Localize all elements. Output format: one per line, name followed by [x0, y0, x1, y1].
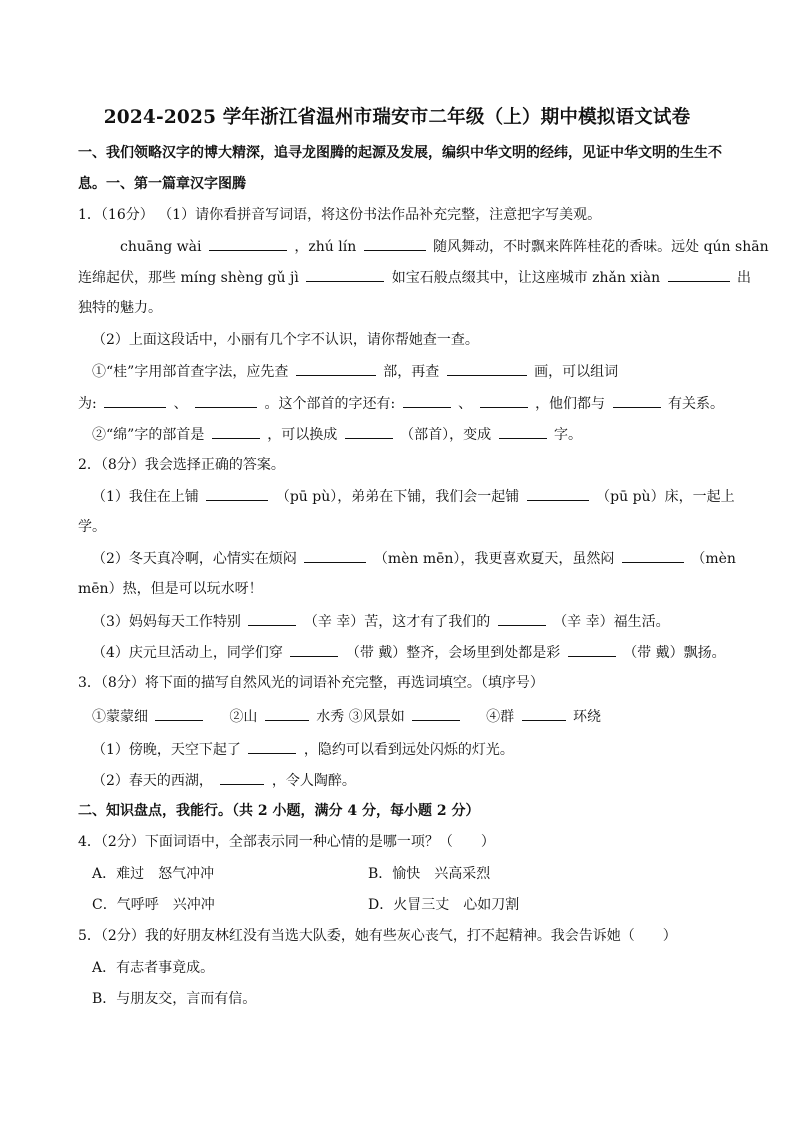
answer-blank[interactable]	[209, 236, 287, 251]
q1-part1-intro: （1）请你看拼音写词语，将这份书法作品补充完整，注意把字写美观。	[158, 207, 602, 223]
q1-part2-line1	[92, 361, 732, 382]
q1-text: ②“绵”字的部首是	[92, 427, 205, 443]
q3-sentence2	[92, 770, 732, 791]
q1-text: （部首），变成	[400, 427, 492, 443]
q5-stem: 5．（2分）我的好朋友林红没有当选大队委，她有些灰心丧气，打不起精神。我会告诉她（ ）	[78, 928, 677, 944]
answer-blank[interactable]	[220, 770, 264, 785]
q1-part2-line3	[92, 424, 732, 445]
answer-blank[interactable]	[265, 706, 309, 721]
q2-text: （带 戴）飘扬。	[623, 645, 726, 661]
q3-word: ①蒙蒙细	[92, 709, 148, 725]
q3-word: ③风景如	[348, 709, 405, 725]
q1-text: 为:	[78, 396, 97, 412]
q2-sentence2	[92, 548, 736, 569]
q1-number: 1．（16分）	[78, 207, 154, 223]
q1-part2-intro: （2）上面这段话中，小丽有几个字不认识，请你帮她查一查。	[92, 332, 479, 348]
q1-text: 字。	[554, 427, 583, 443]
answer-blank[interactable]	[522, 706, 566, 721]
q1-text: 连绵起伏，那些 míng shèng gǔ jì	[78, 270, 299, 286]
q1-line	[78, 205, 718, 225]
q3-word: ④群	[486, 709, 515, 725]
q3-word: 水秀	[316, 709, 345, 725]
q2-text: （4）庆元旦活动上，同学们穿	[92, 645, 283, 661]
q2-text: （pū pù），弟弟在下铺，我们会一起铺	[275, 489, 520, 505]
answer-blank[interactable]	[403, 393, 451, 408]
q1-text: ，可以换成	[267, 427, 338, 443]
answer-blank[interactable]	[499, 424, 547, 439]
q3-text: ，令人陶醉。	[271, 773, 356, 789]
pinyin-zhulin: ，zhú lín	[294, 239, 357, 255]
q3-text: ，隐约可以看到远处闪烁的灯光。	[303, 742, 514, 758]
answer-blank[interactable]	[613, 393, 661, 408]
q2-text: （辛 幸）苦，这才有了我们的	[303, 614, 491, 630]
answer-blank[interactable]	[206, 486, 268, 501]
q2-text: （3）妈妈每天工作特别	[92, 614, 241, 630]
q3-text: （1）傍晚，天空下起了	[92, 742, 241, 758]
answer-blank[interactable]	[364, 236, 426, 251]
page-title: 2024-2025 学年浙江省温州市瑞安市二年级（上）期中模拟语文试卷	[103, 107, 691, 128]
section2-heading: 二、知识盘点，我能行。（共 2 小题，满分 4 分，每小题 2 分）	[78, 803, 480, 819]
answer-blank[interactable]	[345, 424, 393, 439]
answer-blank[interactable]	[290, 642, 338, 657]
q2-text: （2）冬天真冷啊，心情实在烦闷	[92, 551, 297, 567]
q4-option-a[interactable]: A．难过 怒气冲冲	[92, 866, 215, 882]
q2-sentence1	[92, 486, 735, 507]
section1-heading-line1: 一、我们领略汉字的博大精深，追寻龙图腾的起源及发展，编织中华文明的经纬，见证中华文明的生生不	[78, 145, 722, 161]
q2-text: （pū pù）床，一起上	[596, 489, 735, 505]
q1-text: ①“桂”字用部首查字法，应先查	[92, 364, 289, 380]
answer-blank[interactable]	[195, 393, 257, 408]
q2-sentence3	[92, 611, 732, 632]
answer-blank[interactable]	[248, 739, 296, 754]
q2-text: （mèn	[691, 551, 736, 567]
answer-blank[interactable]	[155, 706, 203, 721]
answer-blank[interactable]	[668, 267, 730, 282]
q3-word: 环绕	[572, 709, 601, 725]
answer-blank[interactable]	[306, 267, 384, 282]
answer-blank[interactable]	[412, 706, 460, 721]
q3-word: ②山	[229, 709, 258, 725]
q2-sentence1-cont: 学。	[78, 519, 106, 535]
q4-options-row2	[92, 895, 732, 915]
q1-part1-line3: 独特的魅力。	[78, 300, 162, 316]
pinyin-chuangwai: chuāng wài	[120, 239, 202, 255]
q1-text: 如宝石般点缀其中，让这座城市 zhǎn xiàn	[391, 270, 661, 286]
q1-text: 、	[173, 396, 188, 412]
q4-option-c[interactable]: C．气呼呼 兴冲冲	[92, 897, 215, 913]
q1-part2-line2	[78, 393, 724, 414]
q3-words	[92, 706, 732, 727]
q1-part1-line2	[78, 267, 752, 288]
q4-option-d[interactable]: D．火冒三丈 心如刀割	[368, 897, 520, 913]
q5-option-a[interactable]: A．有志者事竟成。	[92, 960, 215, 976]
q1-text: 画，可以组词	[534, 364, 619, 380]
q1-text: 部，再查	[383, 364, 440, 380]
q3-text: （2）春天的西湖，	[92, 773, 213, 789]
q1-text: 。这个部首的字还有:	[264, 396, 396, 412]
q1-text: ，他们都与	[535, 396, 606, 412]
q1-text: 出	[737, 270, 752, 286]
q5-option-b[interactable]: B．与朋友交，言而有信。	[92, 991, 257, 1007]
q1-text: 有关系。	[667, 396, 724, 412]
answer-blank[interactable]	[104, 393, 166, 408]
q4-option-b[interactable]: B．愉快 兴高采烈	[368, 866, 491, 882]
answer-blank[interactable]	[527, 486, 589, 501]
q2-text: （mèn mēn），我更喜欢夏天，虽然闷	[373, 551, 615, 567]
answer-blank[interactable]	[622, 548, 684, 563]
answer-blank[interactable]	[212, 424, 260, 439]
answer-blank[interactable]	[480, 393, 528, 408]
q2-text: （带 戴）整齐，会场里到处都是彩	[345, 645, 561, 661]
q3-sentence1	[92, 739, 732, 760]
q2-sentence4	[92, 642, 732, 663]
answer-blank[interactable]	[568, 642, 616, 657]
q4-stem: 4．（2分）下面词语中，全部表示同一种心情的是哪一项？（ ）	[78, 834, 495, 850]
answer-blank[interactable]	[304, 548, 366, 563]
q3-stem: 3．（8分）将下面的描写自然风光的词语补充完整，再选词填空。（填序号）	[78, 675, 544, 691]
answer-blank[interactable]	[248, 611, 296, 626]
q2-text: （1）我住在上铺	[92, 489, 199, 505]
q2-text: （辛 幸）福生活。	[553, 614, 670, 630]
answer-blank[interactable]	[498, 611, 546, 626]
q1-part1-line1	[120, 236, 769, 257]
q2-stem: 2．（8分）我会选择正确的答案。	[78, 457, 285, 473]
section1-heading-line2: 息。一、第一篇章汉字图腾	[78, 176, 246, 192]
q2-sentence2-cont: mēn）热，但是可以玩水呀！	[78, 581, 263, 597]
answer-blank[interactable]	[296, 361, 376, 376]
q1-text: 、	[458, 396, 473, 412]
answer-blank[interactable]	[447, 361, 527, 376]
q1-text: 随风舞动，不时飘来阵阵桂花的香味。远处 qún shān	[433, 239, 769, 255]
q4-options-row1	[92, 864, 732, 884]
